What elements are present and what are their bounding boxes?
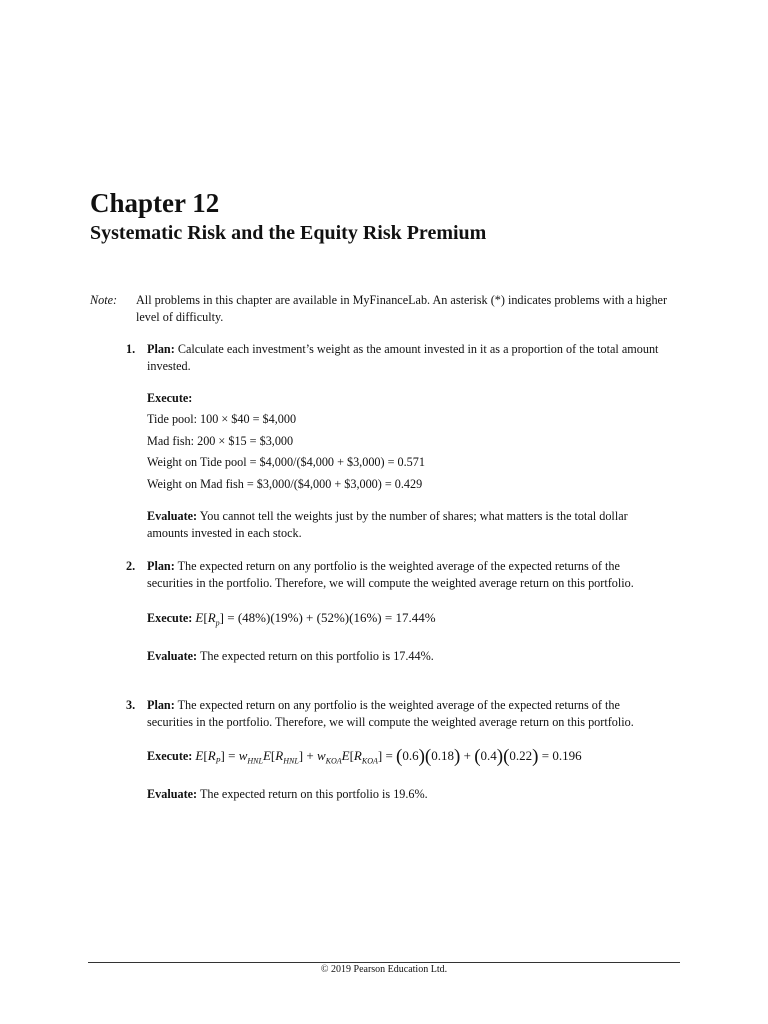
plan-paragraph	[147, 341, 665, 375]
execute-label: Execute:	[147, 611, 193, 625]
evaluate-label: Evaluate:	[147, 786, 198, 801]
evaluate-label: Evaluate:	[147, 509, 198, 523]
footer-divider	[88, 962, 680, 963]
execute-equation	[147, 609, 665, 632]
evaluate-paragraph	[147, 786, 665, 803]
execute-equation	[147, 747, 665, 770]
note-text: All problems in this chapter are available in MyFinanceLab. An asterisk (*) indicates problems with a higher level of difficulty.	[136, 293, 668, 324]
execute-label: Execute:	[147, 391, 193, 405]
plan-label: Plan:	[147, 559, 175, 573]
evaluate-text: The expected return on this portfolio is 19.6%.	[199, 786, 428, 801]
note-label: Note:	[90, 293, 118, 307]
plan-text: The expected return on any portfolio is the weighted average of the expected returns of the securities in the portfolio. Therefore, we will compute the weighted average return on this portfolio.	[147, 559, 634, 590]
problem-2	[120, 558, 665, 665]
calc-line: Weight on Mad fish = $3,000/($4,000 + $3,000) = 0.429	[147, 476, 423, 491]
problem-number: 3.	[126, 698, 136, 712]
chapter-note	[90, 292, 670, 326]
evaluate-text: You cannot tell the weights just by the number of shares; what matters is the total dollar amounts invested in each stock.	[147, 509, 628, 540]
plan-paragraph	[147, 697, 665, 731]
portfolio-return-equation: $E[R_p] = (48\%)(19\%) + (52\%)(16\%) = 17.44\%$	[195, 610, 436, 628]
copyright-footer: © 2019 Pearson Education Ltd.	[320, 964, 448, 975]
evaluate-paragraph	[147, 648, 665, 665]
weighted-return-equation: $E[R_P] = w_{HNL}E[R_{HNL}] + w_{KOA}E[R_{KOA}] = (0.6)(0.18) + (0.4)(0.22) = 0.196$	[195, 746, 582, 767]
calc-line: Mad fish: 200 × $15 = $3,000	[147, 433, 294, 448]
execute-label: Execute:	[147, 749, 193, 763]
plan-paragraph	[147, 558, 665, 592]
calc-block	[147, 409, 665, 495]
chapter-title: Chapter 12	[90, 188, 220, 218]
evaluate-label: Evaluate:	[147, 648, 198, 663]
plan-label: Plan:	[147, 342, 175, 356]
plan-label: Plan:	[147, 698, 175, 712]
calc-line: Tide pool: 100 × $40 = $4,000	[147, 412, 297, 426]
problem-number: 2.	[126, 559, 136, 573]
plan-text: Calculate each investment’s weight as the amount invested in it as a proportion of the total amount invested.	[147, 342, 659, 373]
calc-line: Weight on Tide pool = $4,000/($4,000 + $3,000) = 0.571	[147, 455, 425, 469]
chapter-subtitle: Systematic Risk and the Equity Risk Premium	[90, 222, 487, 244]
problem-1	[120, 341, 665, 542]
evaluate-text: The expected return on this portfolio is 17.44%.	[199, 648, 434, 663]
problem-3	[120, 697, 665, 803]
problem-number: 1.	[126, 342, 136, 356]
plan-text: The expected return on any portfolio is the weighted average of the expected returns of the securities in the portfolio. Therefore, we will compute the weighted average return on this portfolio.	[147, 698, 634, 729]
evaluate-paragraph	[147, 508, 665, 542]
